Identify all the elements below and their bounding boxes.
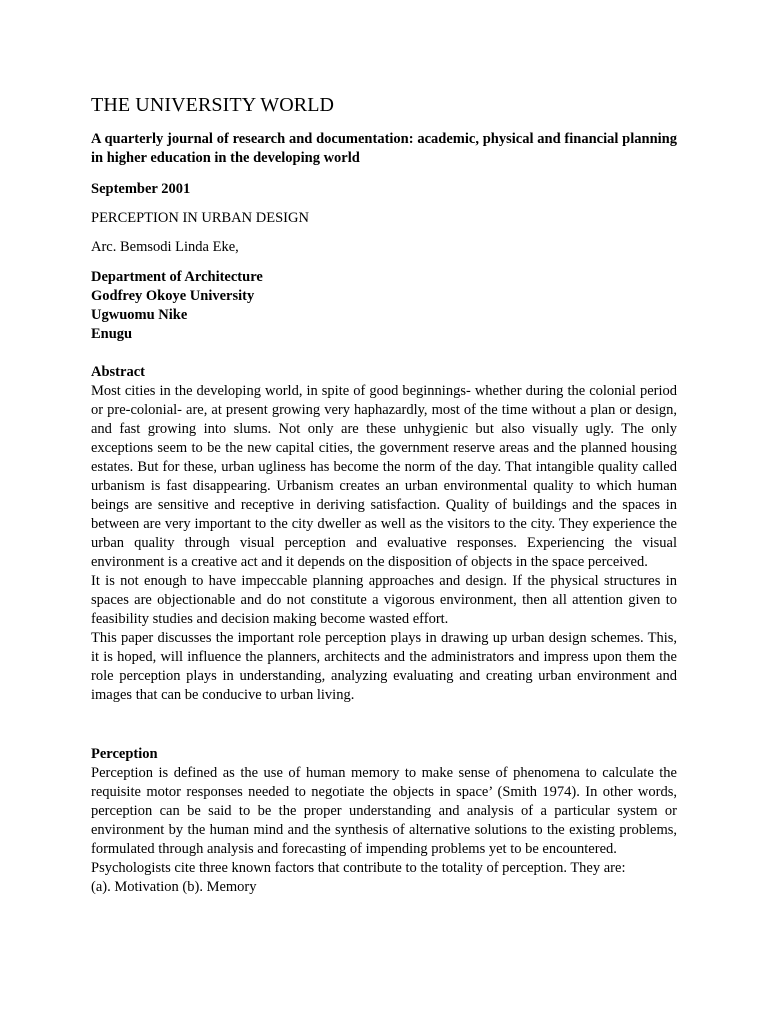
journal-title: THE UNIVERSITY WORLD — [91, 94, 335, 116]
perception-paragraph: Psychologists cite three known factors that contribute to the totality of perception. They are: — [91, 860, 626, 876]
publication-date: September 2001 — [91, 181, 191, 197]
affiliation-line: Enugu — [91, 326, 133, 342]
author-affiliation — [91, 268, 677, 344]
paper-title: PERCEPTION IN URBAN DESIGN — [91, 210, 309, 226]
abstract-paragraph: This paper discusses the important role perception plays in drawing up urban design schemes. This, it is hoped, will influence the planners, architects and the administrators and impress upon them the role perception plays in understanding, analyzing evaluating and creating urban environment and images that can be conducive to urban living. — [91, 630, 677, 703]
abstract-paragraph: Most cities in the developing world, in spite of good beginnings- whether during the colonial period or pre-colonial- are, at present growing very haphazardly, most of the time without a plan or design, and fast growing into slums. Not only are these unhygienic but also visually ugly. The only exceptions seem to be the new capital cities, the government reserve areas and the planned housing estates. But for these, urban ugliness has become the norm of the day. That intangible quality called urbanism is fast disappearing. Urbanism creates an urban environmental quality to which human beings are sensitive and receptive in deriving satisfaction. Quality of buildings and the spaces in between are very important to the city dweller as well as the visitors to the city. They experience the urban quality through visual perception and evaluative responses. Experiencing the visual environment is a creative act and it depends on the disposition of objects in the space perceived. — [91, 383, 677, 570]
abstract-section — [91, 363, 677, 705]
abstract-paragraph: It is not enough to have impeccable planning approaches and design. If the physical structures in spaces are objectionable and do not constitute a vigorous environment, then all attention given to feasibility studies and decision making become wasted effort. — [91, 573, 677, 627]
affiliation-line: Godfrey Okoye University — [91, 288, 255, 304]
perception-paragraph: (a). Motivation (b). Memory — [91, 879, 257, 895]
perception-paragraph: Perception is defined as the use of human memory to make sense of phenomena to calculate the requisite motor responses needed to negotiate the objects in space’ (Smith 1974). In other words, perception can be said to be the proper understanding and analysis of a particular system or environment by the human mind and the synthesis of alternative solutions to the existing problems, formulated through analysis and forecasting of impending problems yet to be encountered. — [91, 765, 677, 857]
perception-section — [91, 745, 677, 897]
affiliation-line: Ugwuomu Nike — [91, 307, 188, 323]
affiliation-line: Department of Architecture — [91, 269, 263, 285]
journal-subtitle: A quarterly journal of research and documentation: academic, physical and financial planning in higher education in the developing world — [91, 131, 677, 166]
perception-heading: Perception — [91, 746, 158, 762]
author-name: Arc. Bemsodi Linda Eke, — [91, 239, 239, 255]
abstract-heading: Abstract — [91, 364, 145, 380]
